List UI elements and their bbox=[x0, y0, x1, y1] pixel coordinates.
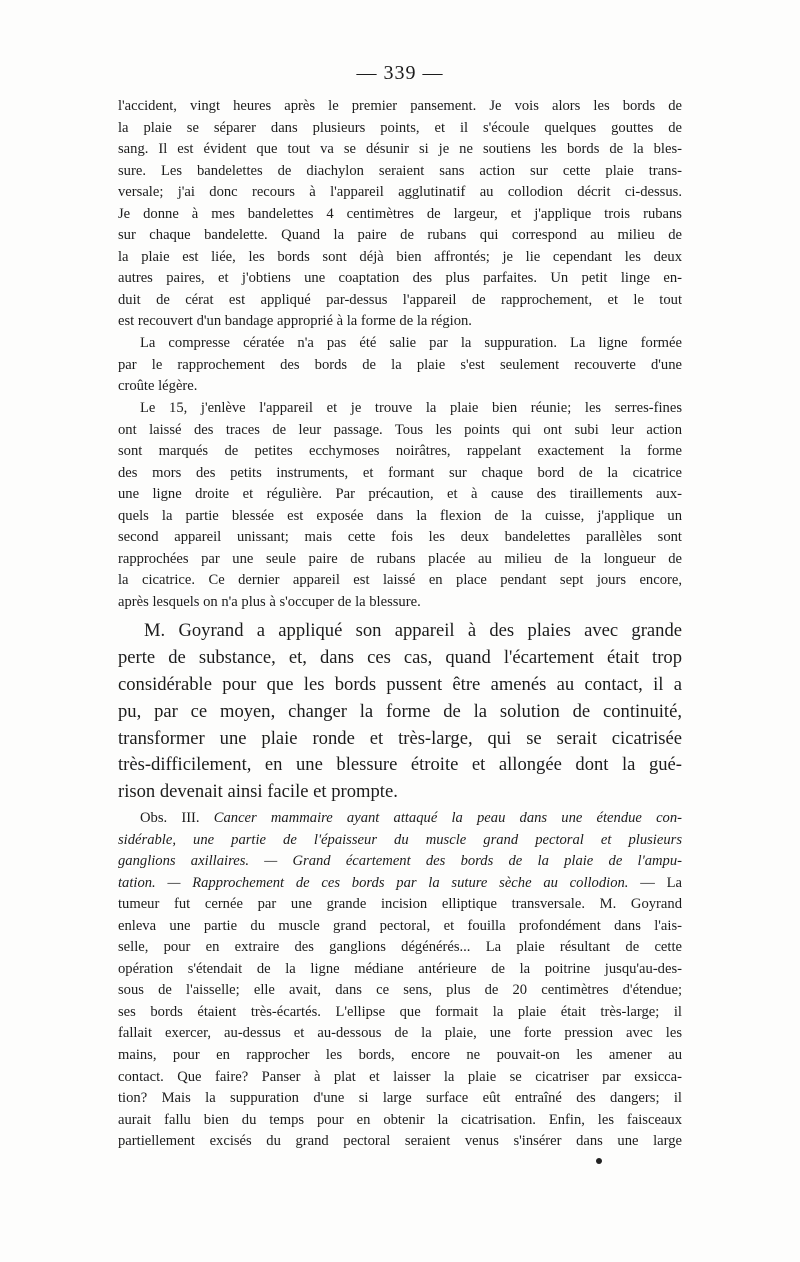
text-line: Je donne à mes bandelettes 4 centimètres de largeur, et j'applique trois rubans bbox=[118, 205, 682, 222]
text-line: aurait fallu bien du temps pour en obtenir la cicatrisation. Enfin, les faisceaux bbox=[118, 1111, 682, 1128]
paragraph-day-15 bbox=[118, 398, 682, 613]
text-line: croûte légère. bbox=[118, 378, 198, 395]
text-line: transformer une plaie ronde et très-large, qui se serait cicatrisée bbox=[118, 727, 682, 749]
observation-body-start: — La bbox=[628, 874, 682, 891]
page-number: — 339 — bbox=[356, 62, 444, 84]
text-line: sure. Les bandelettes de diachylon seraient sans action sur cette plaie trans- bbox=[118, 162, 682, 179]
observation-title-line: sidérable, une partie de l'épaisseur du muscle grand pectoral et plusieurs bbox=[118, 831, 682, 848]
observation-heading bbox=[118, 808, 682, 830]
paragraph-compress bbox=[118, 333, 682, 398]
text-line: sur chaque bandelette. Quand la paire de rubans qui correspond au milieu de bbox=[118, 227, 682, 244]
text-line: des mors des petits instruments, et formant sur chaque bord de la cicatrice bbox=[118, 464, 682, 481]
text-line: rapprochées par une seule paire de rubans placée au milieu de la longueur de bbox=[118, 550, 682, 567]
paragraph-goyrand bbox=[118, 618, 682, 806]
paragraph-continuation bbox=[118, 96, 682, 333]
text-line: second appareil unissant; mais cette fois les deux bandelettes parallèles sont bbox=[118, 529, 682, 546]
text-line: Le 15, j'enlève l'appareil et je trouve la plaie bien réunie; les serres-fines bbox=[140, 400, 682, 416]
ink-dot bbox=[596, 1158, 602, 1164]
text-line: perte de substance, et, dans ces cas, quand l'écartement était trop bbox=[118, 646, 682, 668]
text-line: La compresse cératée n'a pas été salie par la suppuration. La ligne formée bbox=[140, 335, 682, 351]
text-line: contact. Que faire? Panser à plat et laisser la plaie se cicatriser par exsicca- bbox=[118, 1068, 682, 1085]
text-line: très-difficilement, en une blessure étroite et allongée dont la gué- bbox=[118, 754, 682, 776]
text-line: enleva une partie du muscle grand pectoral, et fouilla profondément dans l'ais- bbox=[118, 917, 682, 934]
text-line: mains, pour en rapprocher les bords, encore ne pouvait-on les amener au bbox=[118, 1047, 682, 1064]
text-line: duit de cérat est appliqué par-dessus l'appareil de rapprochement, et le tout bbox=[118, 291, 682, 308]
text-line: par le rapprochement des bords de la plaie s'est seulement recouverte d'une bbox=[118, 356, 682, 373]
text-line: ses bords étaient très-écartés. L'ellipse que formait la plaie était très-large; il bbox=[118, 1003, 682, 1020]
text-line: sang. Il est évident que tout va se désunir si je ne soutiens les bords de la bles- bbox=[118, 141, 682, 158]
text-line: rison devenait ainsi facile et prompte. bbox=[118, 781, 398, 803]
text-line: opération s'étendait de la ligne médiane antérieure de la poitrine jusqu'au-des- bbox=[118, 960, 682, 977]
text-line: la plaie est liée, les bords sont déjà bien affrontés; je lie cependant les deux bbox=[118, 248, 682, 265]
text-line: considérable pour que les bords pussent être amenés au contact, il a bbox=[118, 673, 682, 695]
text-line: ont laissé des traces de leur passage. Tous les points qui ont subi leur action bbox=[118, 421, 682, 438]
text-line: partiellement excisés du grand pectoral seraient venus s'insérer dans une large bbox=[118, 1133, 682, 1150]
text-line: après lesquels on n'a plus à s'occuper de la blessure. bbox=[118, 593, 421, 610]
text-line: sous de l'aisselle; elle avait, dans ce sens, plus de 20 centimètres d'étendue; bbox=[118, 982, 682, 999]
observation-title-end: tation. — Rapprochement de ces bords par la suture sèche au collodion. bbox=[118, 874, 629, 891]
text-line: l'accident, vingt heures après le premier pansement. Je vois alors les bords de bbox=[118, 98, 682, 114]
text-line: fallait exercer, au-dessus et au-dessous de la plaie, une forte pression avec les bbox=[118, 1025, 682, 1042]
text-line: M. Goyrand a appliqué son appareil à des plaies avec grande bbox=[144, 620, 682, 641]
text-line: la cicatrice. Ce dernier appareil est laissé en place pendant sept jours encore, bbox=[118, 572, 682, 589]
text-line: une ligne droite et régulière. Par précaution, et à cause des tiraillements aux- bbox=[118, 486, 682, 503]
text-line: autres paires, et j'obtiens une coaptation des plus parfaites. Un petit linge en- bbox=[118, 270, 682, 287]
observation-title-line: ganglions axillaires. — Grand écartement des bords de la plaie de l'ampu- bbox=[118, 853, 682, 870]
observation-iii bbox=[118, 808, 682, 1153]
text-line: tumeur fut cernée par une grande incision elliptique transversale. M. Goyrand bbox=[118, 896, 682, 913]
text-line: quels la partie blessée est exposée dans la flexion de la cuisse, j'applique un bbox=[118, 507, 682, 524]
text-line: est recouvert d'un bandage approprié à la forme de la région. bbox=[118, 313, 472, 330]
observation-title-line bbox=[118, 873, 682, 895]
text-line: pu, par ce moyen, changer la forme de la solution de continuité, bbox=[118, 700, 682, 722]
text-line: selle, pour en extraire des ganglions dégénérés... La plaie résultant de cette bbox=[118, 939, 682, 956]
text-line: la plaie se séparer dans plusieurs points, et il s'écoule quelques gouttes de bbox=[118, 119, 682, 136]
text-line: versale; j'ai donc recours à l'appareil agglutinatif au collodion décrit ci-dessus. bbox=[118, 184, 682, 201]
text-line: sont marqués de petites ecchymoses noirâtres, rappelant exactement la forme bbox=[118, 443, 682, 460]
text-line: tion? Mais la suppuration d'une si large surface eût entraîné des dangers; il bbox=[118, 1090, 682, 1107]
observation-label: Obs. III. bbox=[140, 810, 200, 826]
observation-title: Cancer mammaire ayant attaqué la peau dans une étendue con- bbox=[213, 810, 682, 826]
